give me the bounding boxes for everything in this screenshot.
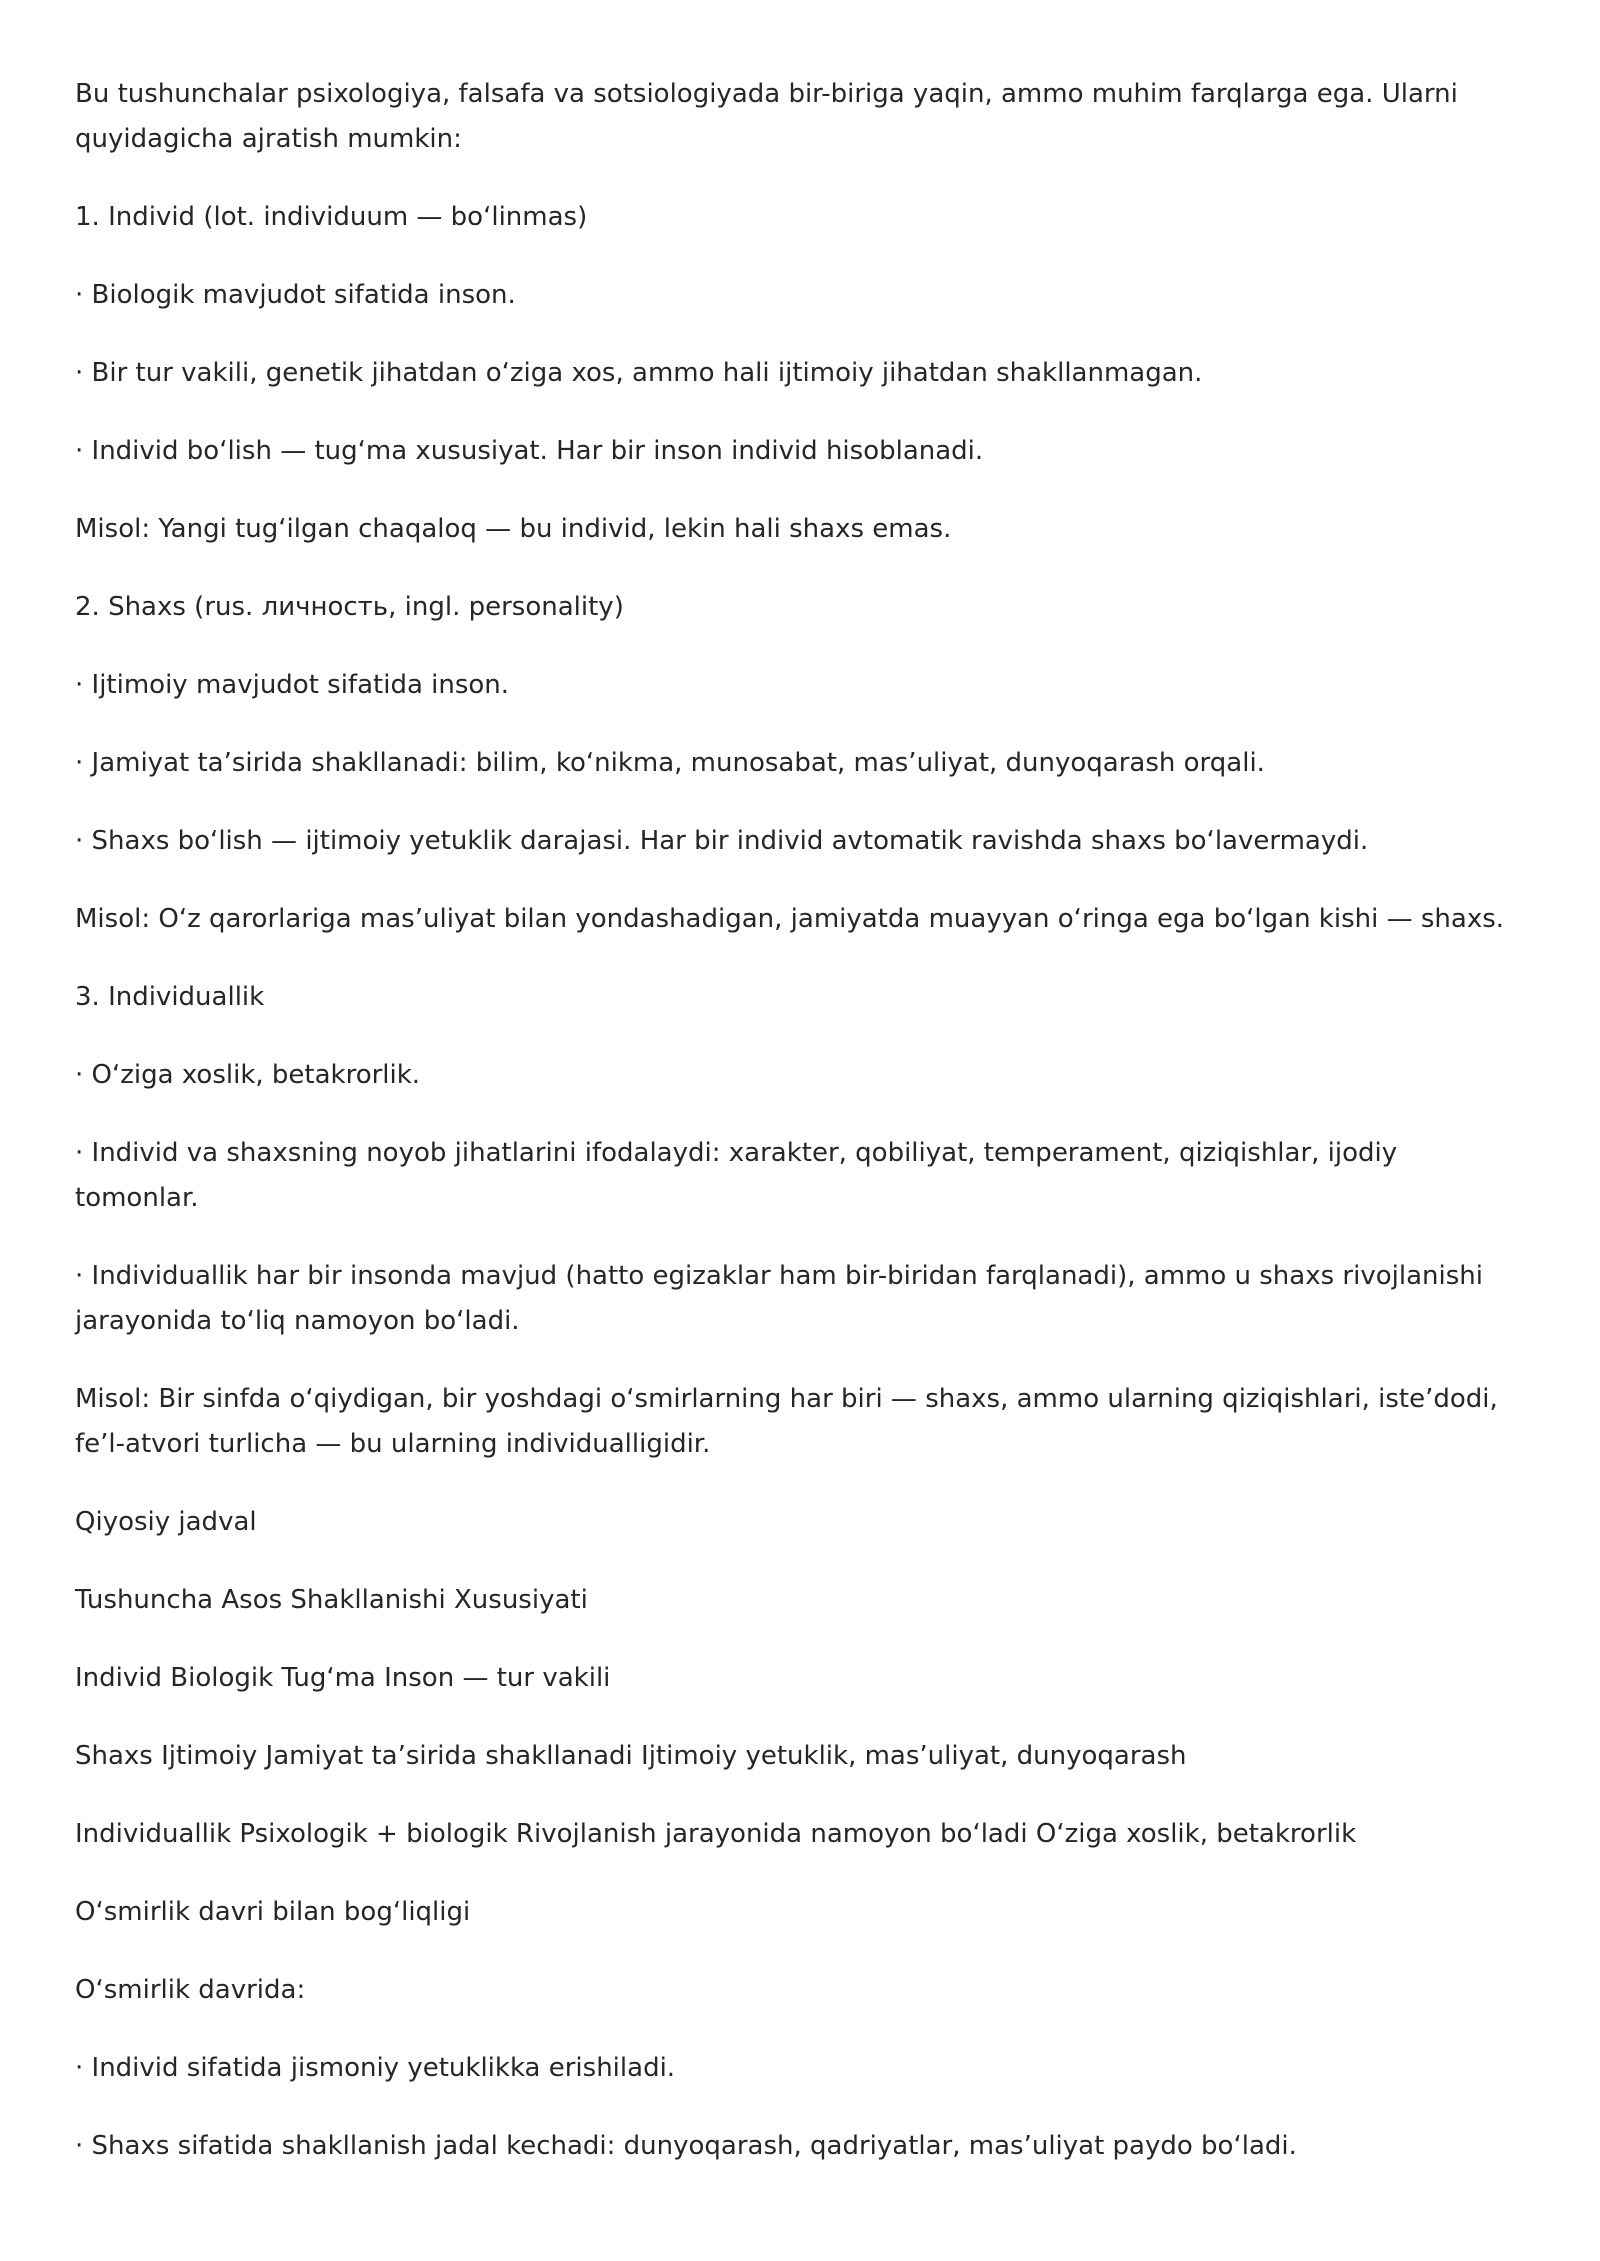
example-paragraph: Misol: Bir sinfda o‘qiydigan, bir yoshdagi o‘smirlarning har biri — shaxs, ammo ularning qiziqishlari, iste’dodi, fe’l-atvori turlicha — bu ularning individualligidir. <box>75 1384 1498 1459</box>
bullet-item: · Individ bo‘lish — tug‘ma xususiyat. Har bir inson individ hisoblanadi. <box>75 436 984 466</box>
section-heading-osmirlik: O‘smirlik davri bilan bog‘liqligi <box>75 1897 471 1927</box>
bullet-item: · Biologik mavjudot sifatida inson. <box>75 280 516 310</box>
bullet-item: · Shaxs bo‘lish — ijtimoiy yetuklik darajasi. Har bir individ avtomatik ravishda shaxs bo‘lavermaydi. <box>75 826 1369 856</box>
section-heading-individuallik: 3. Individuallik <box>75 982 265 1012</box>
table-header-row: Tushuncha Asos Shakllanishi Xususiyati <box>75 1585 588 1615</box>
table-title: Qiyosiy jadval <box>75 1507 257 1537</box>
example-paragraph: Misol: Yangi tug‘ilgan chaqaloq — bu individ, lekin hali shaxs emas. <box>75 514 952 544</box>
bullet-item: · O‘ziga xoslik, betakrorlik. <box>75 1060 421 1090</box>
table-row: Shaxs Ijtimoiy Jamiyat ta’sirida shakllanadi Ijtimoiy yetuklik, mas’uliyat, dunyoqarash <box>75 1741 1187 1771</box>
table-row: Individ Biologik Tug‘ma Inson — tur vakili <box>75 1663 611 1693</box>
bullet-item: · Shaxs sifatida shakllanish jadal kechadi: dunyoqarash, qadriyatlar, mas’uliyat paydo bo‘ladi. <box>75 2131 1297 2161</box>
lead-paragraph: O‘smirlik davrida: <box>75 1975 306 2005</box>
bullet-item: · Individ sifatida jismoniy yetuklikka erishiladi. <box>75 2053 676 2083</box>
bullet-item: · Ijtimoiy mavjudot sifatida inson. <box>75 670 510 700</box>
bullet-item: · Bir tur vakili, genetik jihatdan o‘ziga xos, ammo hali ijtimoiy jihatdan shakllanmagan. <box>75 358 1203 388</box>
bullet-item: · Jamiyat ta’sirida shakllanadi: bilim, ko‘nikma, munosabat, mas’uliyat, dunyoqarash orqali. <box>75 748 1265 778</box>
document-body <box>75 72 1525 2202</box>
section-heading-individ: 1. Individ (lot. individuum — bo‘linmas) <box>75 202 588 232</box>
table-row: Individuallik Psixologik + biologik Rivojlanish jarayonida namoyon bo‘ladi O‘ziga xoslik, betakrorlik <box>75 1819 1357 1849</box>
intro-paragraph: Bu tushunchalar psixologiya, falsafa va sotsiologiyada bir-biriga yaqin, ammo muhim farqlarga ega. Ularni quyidagicha ajratish mumkin: <box>75 79 1458 154</box>
bullet-item: · Individuallik har bir insonda mavjud (hatto egizaklar ham bir-biridan farqlanadi), ammo u shaxs rivojlanishi jarayonida to‘liq namoyon bo‘ladi. <box>75 1261 1483 1336</box>
bullet-item: · Individ va shaxsning noyob jihatlarini ifodalaydi: xarakter, qobiliyat, temperament, qiziqishlar, ijodiy tomonlar. <box>75 1138 1398 1213</box>
example-paragraph: Misol: O‘z qarorlariga mas’uliyat bilan yondashadigan, jamiyatda muayyan o‘ringa ega bo‘lgan kishi — shaxs. <box>75 904 1505 934</box>
section-heading-shaxs: 2. Shaxs (rus. личность, ingl. personality) <box>75 592 624 622</box>
